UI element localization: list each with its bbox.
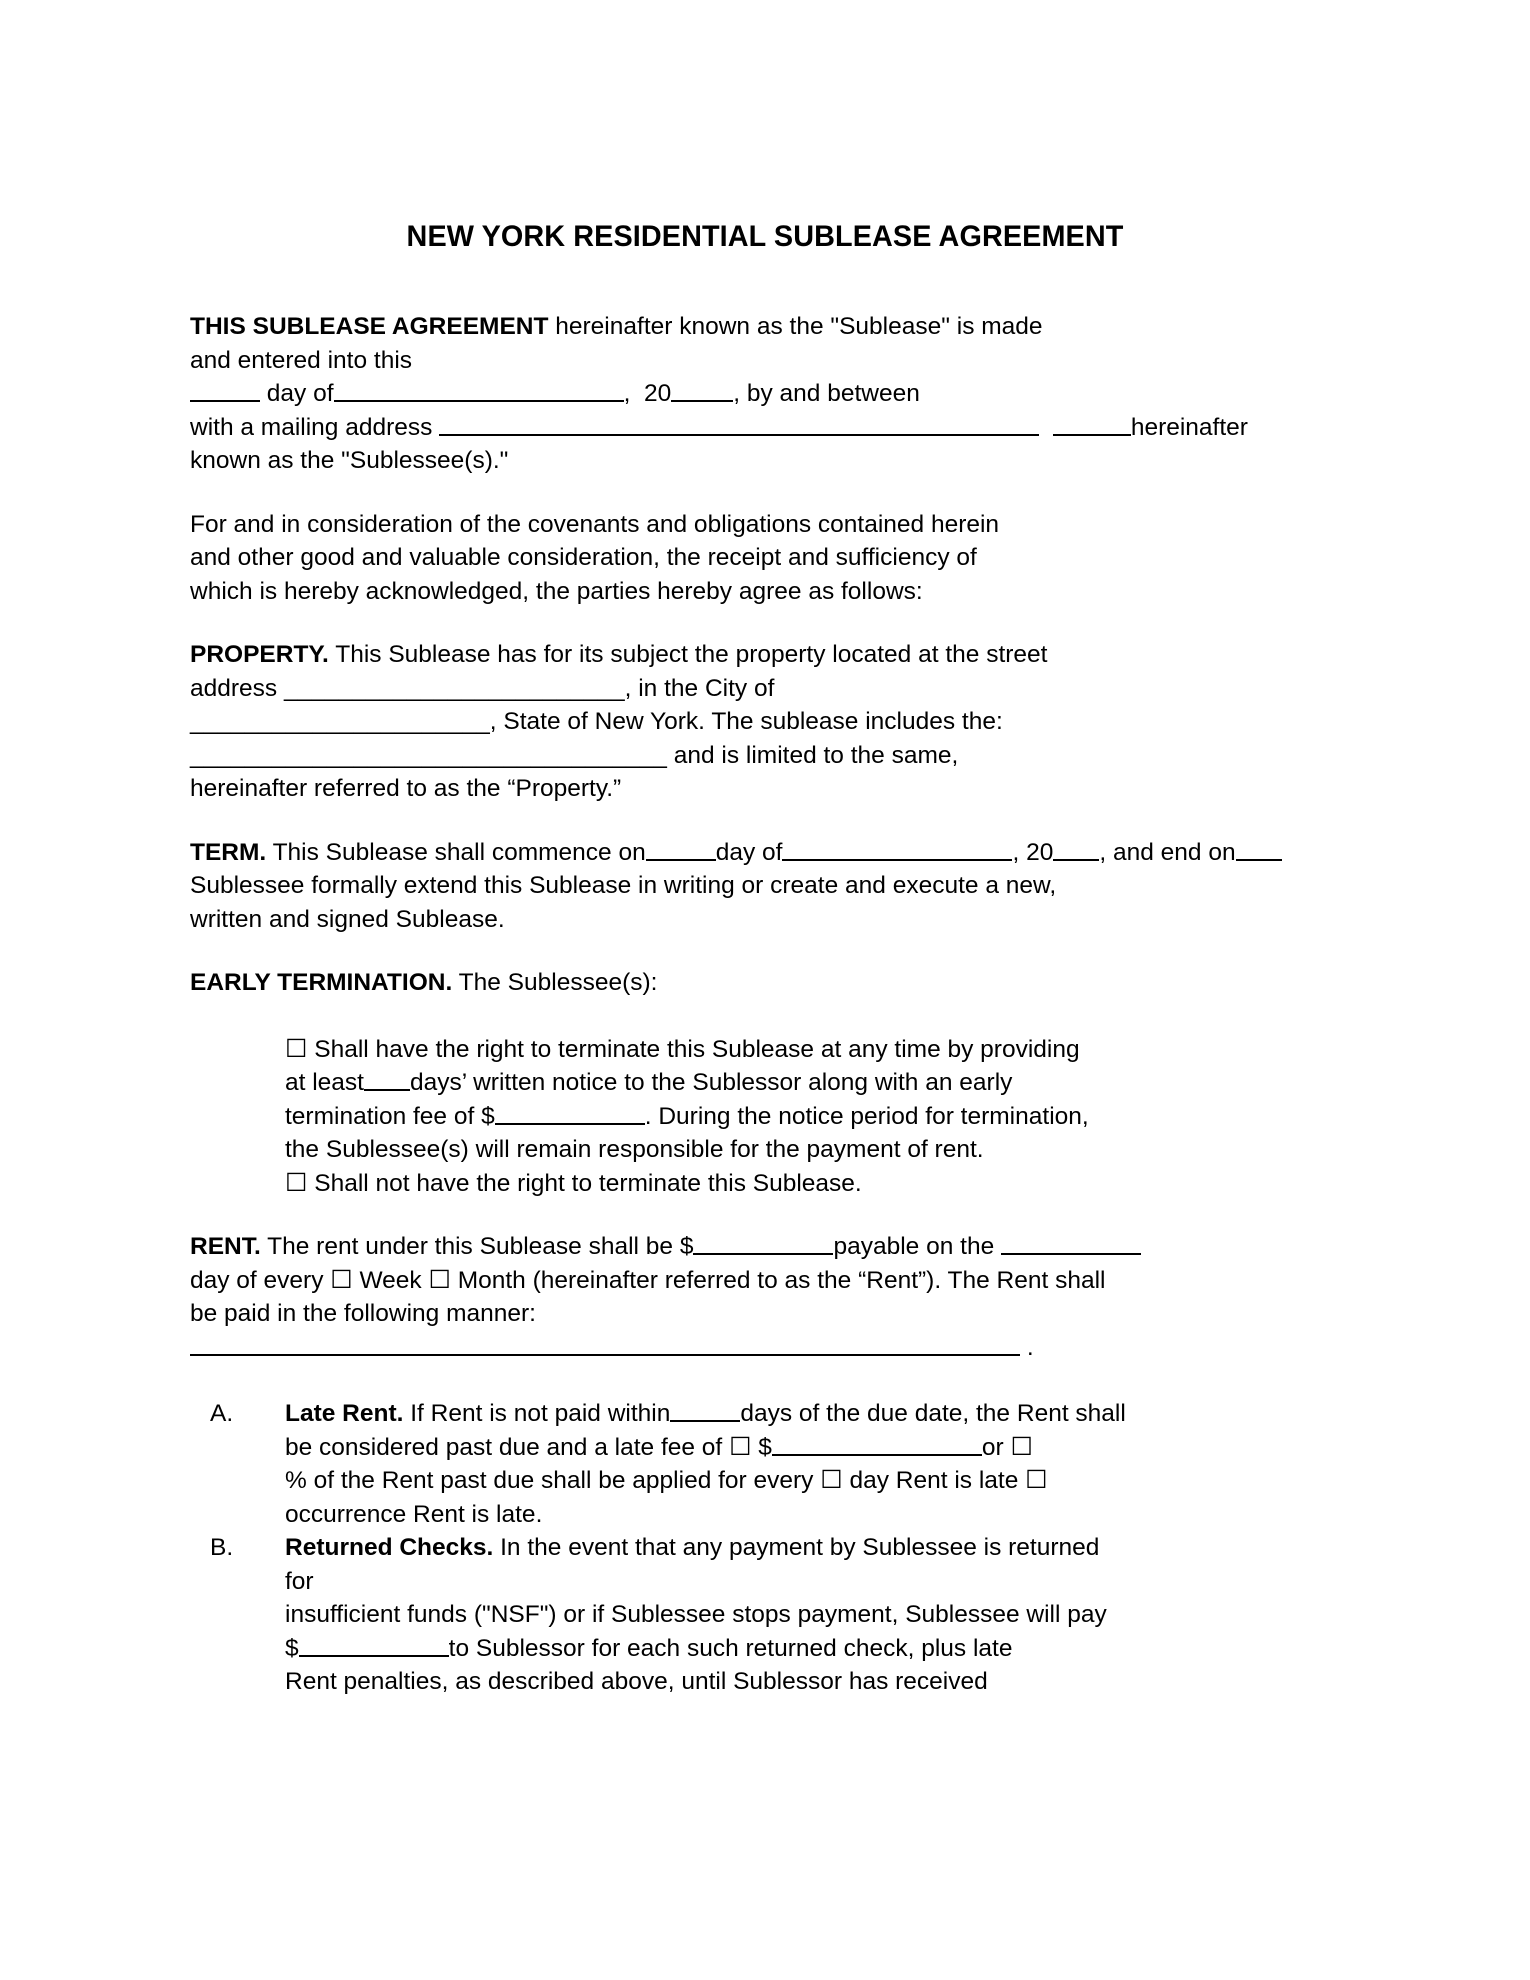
consideration-paragraph	[190, 508, 1510, 609]
termination-fee-label: termination fee of $	[285, 1102, 495, 1130]
rent-line-2	[190, 1264, 1510, 1298]
intro-line-1	[190, 310, 1510, 344]
property-line-1-rest: This Sublease has for its subject the property located at the street	[328, 641, 1048, 668]
property-line-3	[190, 705, 1510, 739]
rent-section	[190, 1230, 1510, 1364]
returned-checks-line-2: for	[285, 1567, 314, 1595]
day-blank[interactable]	[190, 378, 260, 403]
document-body	[190, 310, 1510, 1699]
nsf-fee-blank[interactable]	[299, 1632, 449, 1657]
termination-option-2-text: Shall not have the right to terminate this Sublease.	[307, 1169, 862, 1197]
late-fee-per-occurrence-checkbox[interactable]: ☐	[1025, 1466, 1048, 1494]
late-fee-amount-blank[interactable]	[772, 1431, 982, 1456]
term-line-3: written and signed Sublease.	[190, 905, 505, 933]
intro-bold-lead: THIS SUBLEASE AGREEMENT	[190, 313, 549, 340]
list-marker-b: B.	[210, 1534, 234, 1561]
notice-days-blank[interactable]	[364, 1067, 410, 1092]
late-fee-percent-checkbox[interactable]: ☐	[1010, 1432, 1033, 1461]
late-rent-heading: Late Rent.	[285, 1400, 404, 1427]
rent-line-1	[190, 1230, 1510, 1264]
list-marker-a: A.	[210, 1400, 234, 1427]
late-fee-percent-label: % of the Rent past due shall be applied for every	[285, 1467, 821, 1494]
rent-week-checkbox[interactable]: ☐	[330, 1265, 353, 1294]
property-address-label: address	[190, 674, 284, 702]
page-title: NEW YORK RESIDENTIAL SUBLEASE AGREEMENT	[406, 220, 1124, 254]
termination-option-1-text: Shall have the right to terminate this Sublease at any time by providing	[307, 1035, 1080, 1063]
rent-manner-blank[interactable]	[190, 1331, 1020, 1356]
term-heading: TERM.	[190, 838, 267, 866]
returned-checks-line-4	[285, 1632, 1510, 1666]
termination-option-1-line-4: the Sublessee(s) will remain responsible for the payment of rent.	[285, 1136, 984, 1163]
intro-line-4	[190, 411, 1510, 445]
late-rent-within-label: If Rent is not paid within	[403, 1400, 671, 1427]
rent-heading: RENT.	[190, 1233, 261, 1260]
term-end-blank[interactable]	[1236, 836, 1282, 861]
month-blank[interactable]	[334, 378, 624, 403]
terminate-not-allowed-checkbox[interactable]: ☐	[285, 1168, 308, 1197]
rent-amount-label: The rent under this Sublease shall be $	[260, 1233, 694, 1260]
intro-day-of-label: day of	[260, 380, 334, 407]
late-rent-line-4: occurrence Rent is late.	[285, 1500, 543, 1528]
rent-day-of-every-label: day of every	[190, 1266, 331, 1294]
termination-option-1-line-1	[285, 1033, 1510, 1067]
property-line-5: hereinafter referred to as the “Property.”	[190, 775, 622, 802]
returned-checks-line-1	[285, 1531, 1510, 1565]
termination-option-1-line-3	[285, 1100, 1510, 1134]
term-month-blank[interactable]	[782, 836, 1012, 861]
termination-fee-blank[interactable]	[495, 1100, 645, 1125]
rent-amount-blank[interactable]	[693, 1231, 833, 1256]
property-line-1	[190, 638, 1510, 672]
early-termination-heading-rest: The Sublessee(s):	[452, 969, 658, 996]
property-line-2	[190, 672, 1510, 706]
rent-month-label: Month (hereinafter referred to as the “Rent”). The Rent shall	[450, 1266, 1106, 1294]
intro-line-1-rest: hereinafter known as the "Sublease" is made	[548, 313, 1043, 340]
property-includes-blank[interactable]: ___________________________________	[190, 741, 667, 769]
terminate-allowed-checkbox[interactable]: ☐	[285, 1034, 308, 1063]
returned-checks-line-1-rest: In the event that any payment by Sublessee is returned	[493, 1534, 1100, 1561]
termination-option-1-line-2	[285, 1066, 1510, 1100]
property-line-4	[190, 739, 1510, 773]
spacer	[190, 1000, 1510, 1033]
rent-payable-label: payable on the	[833, 1233, 1002, 1260]
list-item-late-rent	[190, 1397, 1510, 1531]
late-fee-or-label: or	[981, 1433, 1011, 1461]
property-city-blank[interactable]: ______________________	[190, 708, 490, 735]
list-item-returned-checks	[190, 1531, 1510, 1699]
intro-year-label: , 20	[623, 380, 672, 407]
early-termination-options	[190, 1033, 1510, 1201]
rent-subclauses-list	[190, 1397, 1510, 1699]
late-fee-flat-checkbox[interactable]: ☐	[729, 1432, 752, 1461]
year-blank[interactable]	[671, 378, 733, 403]
term-section	[190, 836, 1510, 937]
rent-due-day-blank[interactable]	[1001, 1231, 1141, 1256]
property-section	[190, 638, 1510, 806]
rent-month-checkbox[interactable]: ☐	[428, 1265, 451, 1294]
late-fee-per-day-checkbox[interactable]: ☐	[820, 1466, 843, 1494]
term-commence-label: This Sublease shall commence on	[266, 838, 646, 866]
consideration-line-1: For and in consideration of the covenants and obligations contained herein	[190, 510, 1000, 538]
late-rent-line-2	[285, 1431, 1510, 1465]
intro-line-3	[190, 377, 1510, 411]
rent-line-4	[190, 1331, 1510, 1365]
late-rent-days-blank[interactable]	[670, 1398, 740, 1423]
termination-fee-rest: . During the notice period for termination,	[644, 1102, 1089, 1130]
term-line-1	[190, 836, 1510, 870]
term-year-label: , 20	[1012, 838, 1054, 866]
returned-checks-line-3: insufficient funds ("NSF") or if Sublessee stops payment, Sublessee will pay	[285, 1601, 1107, 1628]
late-rent-line-3	[285, 1464, 1510, 1498]
early-termination-heading-row	[190, 966, 1510, 1000]
rent-line-3: be paid in the following manner:	[190, 1300, 536, 1327]
consideration-line-2: and other good and valuable consideration, the receipt and sufficiency of	[190, 544, 977, 571]
mailing-address-blank[interactable]	[439, 411, 1039, 436]
returned-checks-heading: Returned Checks.	[285, 1534, 494, 1561]
early-termination-line-1	[190, 966, 1510, 1000]
rent-manner-period: .	[1026, 1333, 1034, 1361]
property-city-label: , in the City of	[624, 674, 775, 702]
term-commence-day-blank[interactable]	[646, 836, 716, 861]
term-line-2: Sublessee formally extend this Sublease in writing or create and execute a new,	[190, 872, 1057, 899]
nsf-fee-rest: to Sublessor for each such returned check, plus late	[448, 1634, 1013, 1662]
nsf-fee-dollar-label: $	[285, 1634, 299, 1662]
early-termination-heading: EARLY TERMINATION.	[190, 969, 453, 996]
intro-paragraph	[190, 310, 1510, 478]
late-fee-label: be considered past due and a late fee of	[285, 1433, 730, 1461]
intro-line-2: and entered into this	[190, 346, 413, 374]
mailing-address-label: with a mailing address	[190, 413, 440, 441]
intro-hereinafter-label: hereinafter	[1130, 413, 1248, 441]
rent-week-label: Week	[352, 1266, 429, 1294]
hereinafter-blank[interactable]	[1053, 411, 1131, 436]
late-rent-line-1	[285, 1397, 1510, 1431]
term-end-on-label: , and end on	[1099, 838, 1236, 866]
term-day-of-label: day of	[715, 838, 783, 866]
notice-days-label: at least	[285, 1069, 364, 1096]
property-limited-label: and is limited to the same,	[666, 741, 959, 769]
termination-option-2-line-1	[285, 1167, 1510, 1201]
intro-between-label: , by and between	[733, 380, 920, 407]
property-heading: PROPERTY.	[190, 641, 329, 668]
intro-line-5: known as the "Sublessee(s)."	[190, 447, 509, 474]
returned-checks-line-5: Rent penalties, as described above, until Sublessor has received	[285, 1668, 988, 1695]
property-address-blank[interactable]: _________________________	[283, 674, 625, 702]
spacer-2	[190, 1364, 1510, 1397]
consideration-line-3: which is hereby acknowledged, the parties hereby agree as follows:	[190, 577, 923, 605]
late-fee-dollar-label: $	[751, 1433, 772, 1461]
property-state-label: , State of New York. The sublease includes the:	[489, 708, 1003, 735]
notice-days-rest: days’ written notice to the Sublessor along with an early	[410, 1069, 1013, 1096]
term-year-blank[interactable]	[1053, 836, 1099, 861]
late-rent-line-1-rest: days of the due date, the Rent shall	[740, 1400, 1126, 1427]
late-fee-day-label: day Rent is late	[842, 1467, 1026, 1494]
